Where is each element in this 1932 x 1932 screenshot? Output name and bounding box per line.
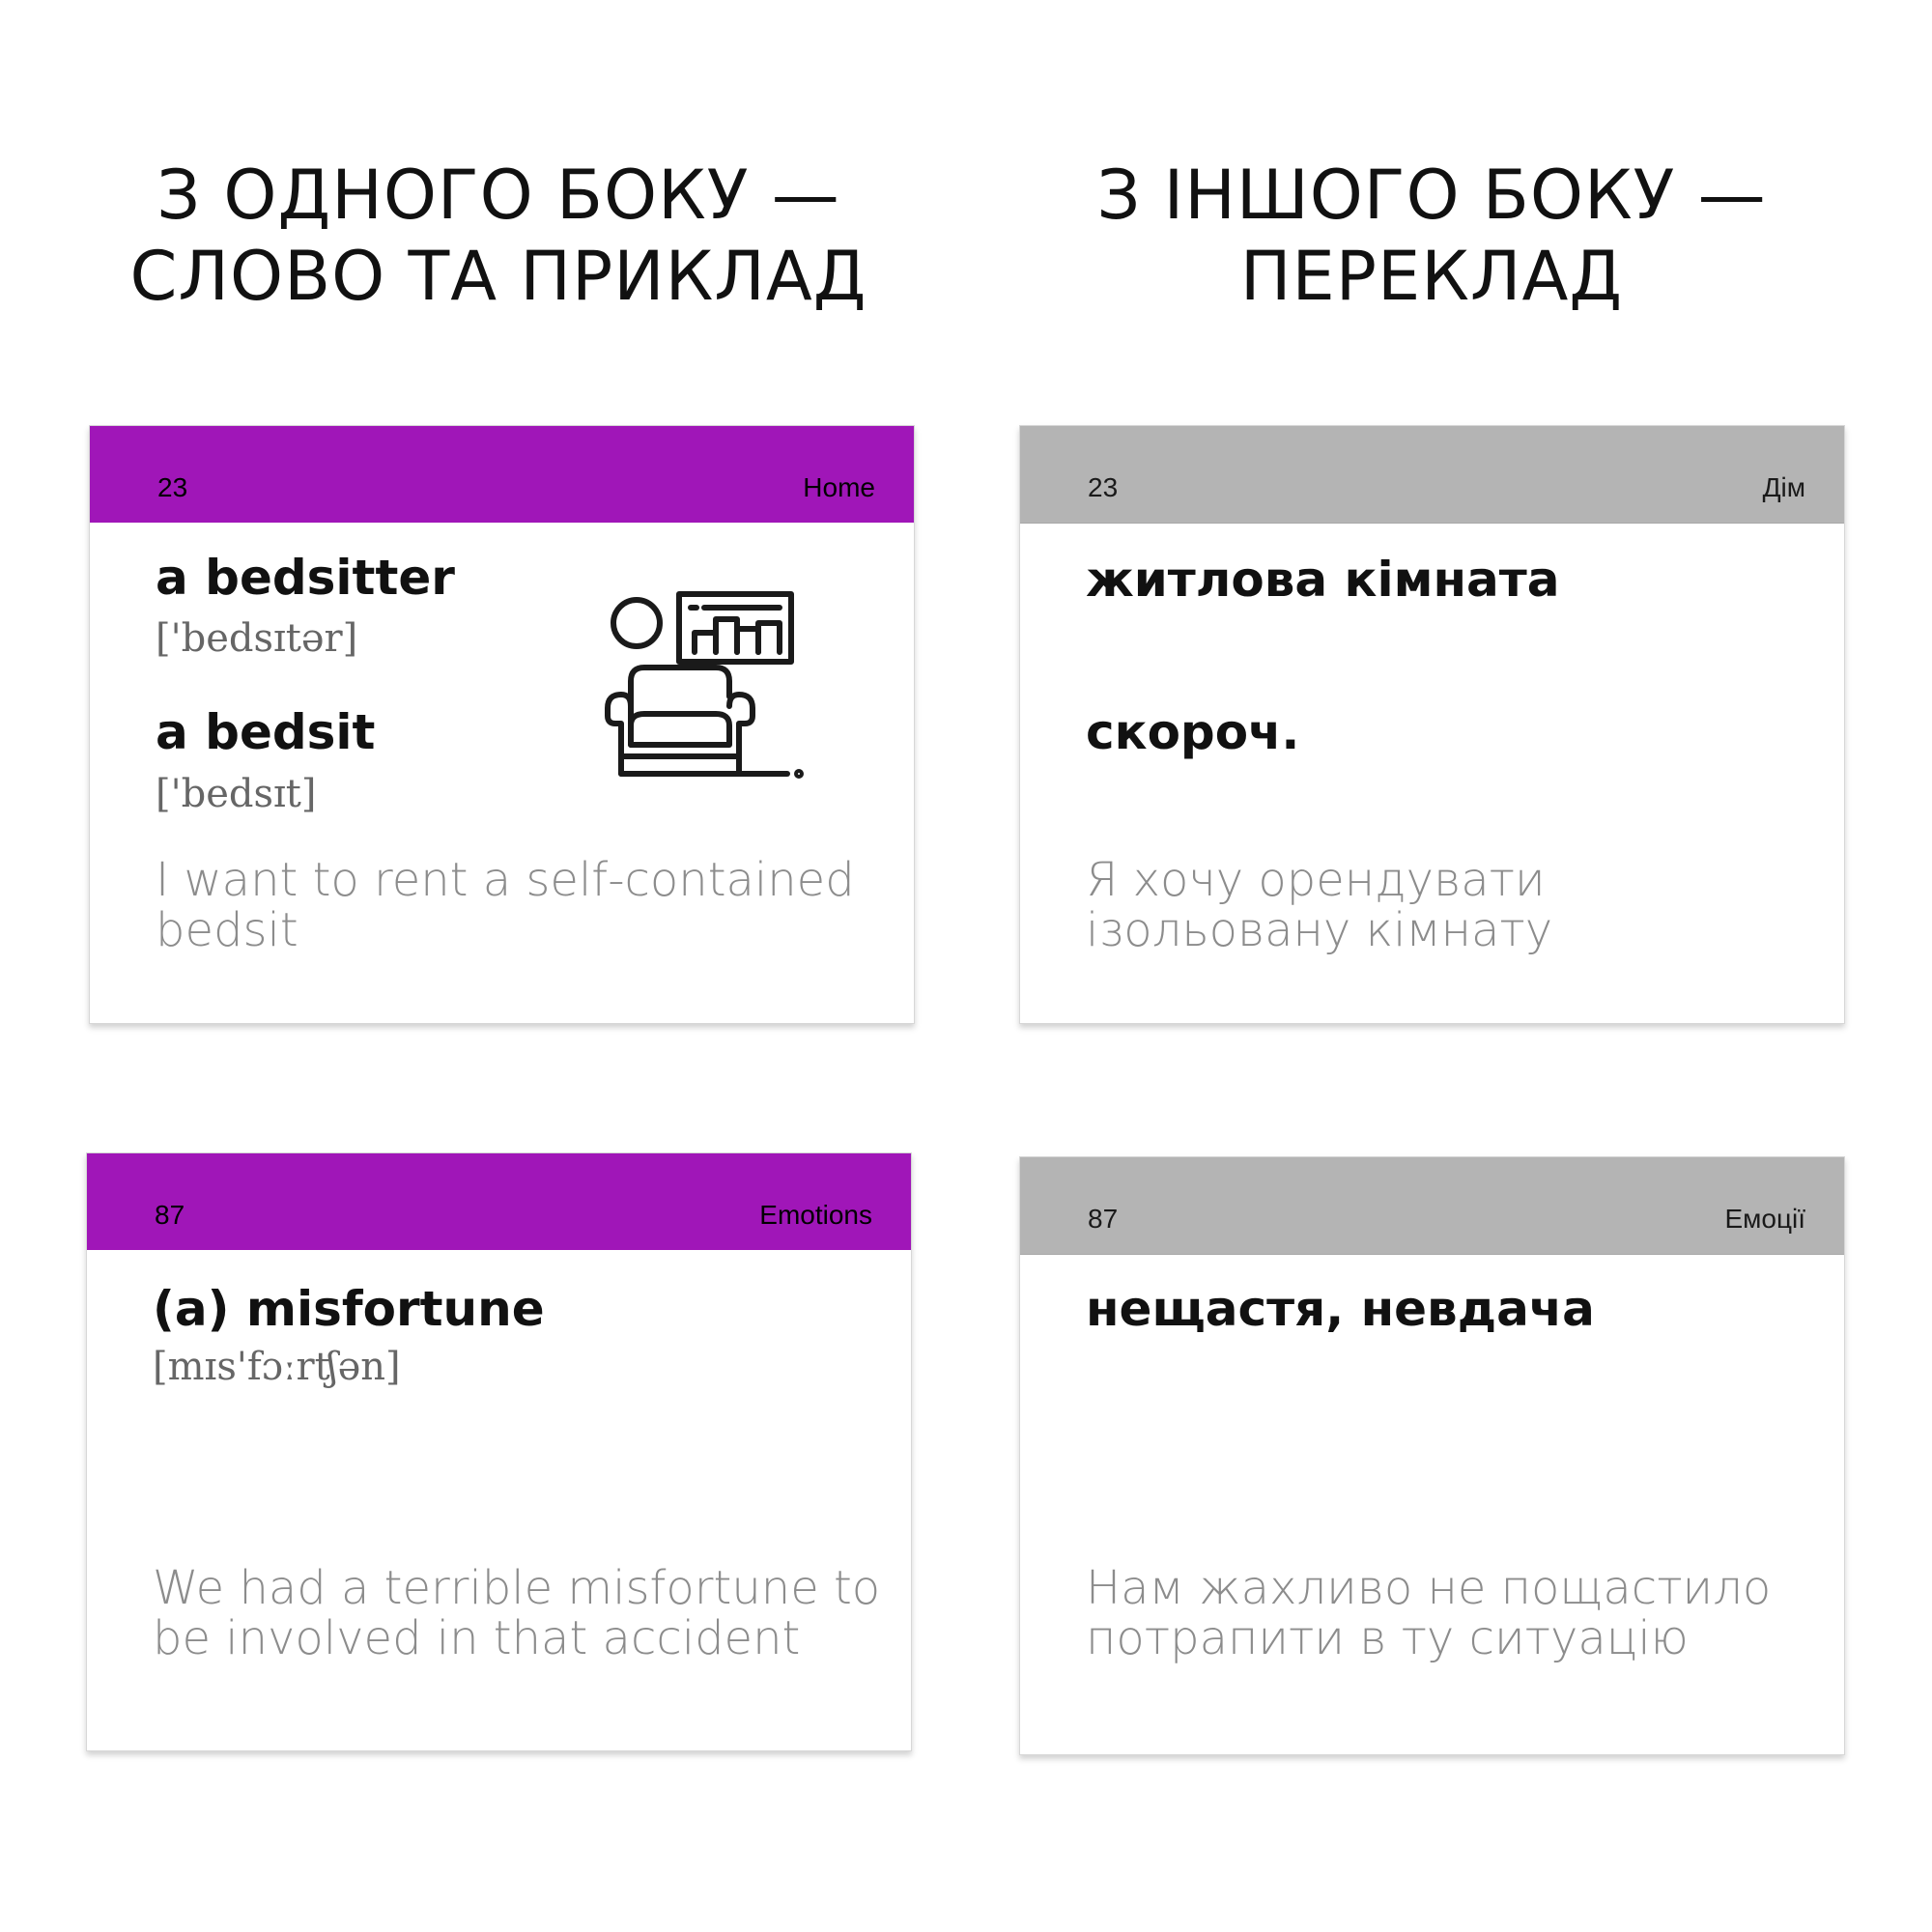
card-header-band	[1020, 1157, 1844, 1255]
card-category: Home	[803, 472, 875, 502]
armchair-room-icon	[602, 581, 834, 793]
translation-headline: житлова кімната	[1086, 552, 1560, 608]
example-translation: Я хочу орендувати ізольовану кімнату	[1086, 853, 1553, 957]
card-category: Дім	[1762, 472, 1805, 502]
translation-note: скороч.	[1086, 704, 1300, 760]
flashcard-front-misfortune	[86, 1152, 912, 1751]
card-header-band	[90, 426, 914, 523]
card-category: Емоції	[1724, 1204, 1805, 1234]
flashcard-front-bedsitter	[89, 425, 915, 1024]
card-number: 87	[1088, 1204, 1119, 1234]
flashcard-back-misfortune	[1019, 1156, 1845, 1755]
heading-front-side	[83, 155, 914, 317]
example-sentence: We had a terrible misfortune to be involved in that accident	[153, 1561, 881, 1665]
word-transcription: ['bedsɪtər]	[156, 616, 358, 661]
heading-back-side	[1016, 155, 1847, 317]
example-sentence: I want to rent a self-contained bedsit	[156, 853, 855, 957]
card-category: Emotions	[759, 1200, 872, 1230]
flashcard-back-bedsitter	[1019, 425, 1845, 1024]
card-number: 23	[157, 472, 188, 502]
heading-back-line2: ПЕРЕКЛАД	[1239, 237, 1624, 316]
heading-front-line2: СЛОВО ТА ПРИКЛАД	[129, 237, 867, 316]
heading-back-line1: З ІНШОГО БОКУ —	[1096, 156, 1767, 235]
card-header-band	[87, 1153, 911, 1250]
card-number: 87	[155, 1200, 185, 1230]
word-headline: (a) misfortune	[153, 1281, 545, 1337]
heading-front-line1: З ОДНОГО БОКУ —	[156, 156, 840, 235]
word-alt-transcription: ['bedsɪt]	[156, 772, 317, 816]
word-alt-headline: a bedsit	[156, 704, 376, 760]
translation-headline: нещастя, невдача	[1086, 1281, 1595, 1337]
card-header-band	[1020, 426, 1844, 524]
card-number: 23	[1088, 472, 1119, 502]
word-headline: a bedsitter	[156, 550, 455, 606]
example-translation: Нам жахливо не пощастило потрапити в ту ситуацію	[1086, 1561, 1772, 1665]
word-transcription: [mɪs'fɔːrʧən]	[153, 1345, 401, 1389]
